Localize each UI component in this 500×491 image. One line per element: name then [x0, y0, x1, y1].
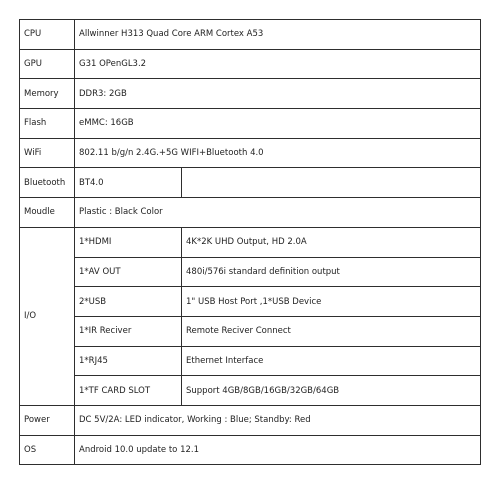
spec-row-bluetooth	[20, 168, 481, 198]
spec-table	[19, 19, 481, 465]
spec-row-io	[20, 346, 481, 376]
spec-row-power	[20, 405, 481, 435]
spec-label-flash: Flash	[20, 109, 75, 139]
spec-label-moudle: Moudle	[20, 198, 75, 228]
io-port: 1*TF CARD SLOT	[75, 376, 182, 406]
spec-row-io	[20, 316, 481, 346]
io-desc: 480i/576i standard definition output	[182, 257, 481, 287]
io-port: 2*USB	[75, 287, 182, 317]
spec-row-io	[20, 257, 481, 287]
spec-label-wifi: WiFi	[20, 138, 75, 168]
spec-label-bluetooth: Bluetooth	[20, 168, 75, 198]
spec-row-moudle	[20, 198, 481, 228]
spec-label-power: Power	[20, 405, 75, 435]
io-port: 1*HDMI	[75, 227, 182, 257]
spec-label-os: OS	[20, 435, 75, 465]
io-desc: 4K*2K UHD Output, HD 2.0A	[182, 227, 481, 257]
spec-value-gpu: G31 OPenGL3.2	[75, 49, 481, 79]
spec-label-io: I/O	[20, 227, 75, 405]
spec-row-memory	[20, 79, 481, 109]
spec-value-wifi: 802.11 b/g/n 2.4G.+5G WIFI+Bluetooth 4.0	[75, 138, 481, 168]
spec-value-power: DC 5V/2A: LED indicator, Working : Blue; Standby: Red	[75, 405, 481, 435]
io-desc: Remote Reciver Connect	[182, 316, 481, 346]
spec-row-gpu	[20, 49, 481, 79]
spec-value-flash: eMMC: 16GB	[75, 109, 481, 139]
io-desc: Support 4GB/8GB/16GB/32GB/64GB	[182, 376, 481, 406]
spec-value-moudle: Plastic : Black Color	[75, 198, 481, 228]
io-port: 1*IR Reciver	[75, 316, 182, 346]
spec-value-cpu: Allwinner H313 Quad Core ARM Cortex A53	[75, 20, 481, 50]
spec-empty-cell	[182, 168, 481, 198]
spec-row-os	[20, 435, 481, 465]
spec-value-memory: DDR3: 2GB	[75, 79, 481, 109]
spec-label-memory: Memory	[20, 79, 75, 109]
spec-value-bluetooth: BT4.0	[75, 168, 182, 198]
io-desc: 1" USB Host Port ,1*USB Device	[182, 287, 481, 317]
io-port: 1*AV OUT	[75, 257, 182, 287]
io-desc: Ethernet Interface	[182, 346, 481, 376]
spec-label-cpu: CPU	[20, 20, 75, 50]
spec-row-cpu	[20, 20, 481, 50]
spec-row-io	[20, 376, 481, 406]
spec-label-gpu: GPU	[20, 49, 75, 79]
spec-value-os: Android 10.0 update to 12.1	[75, 435, 481, 465]
io-port: 1*RJ45	[75, 346, 182, 376]
spec-row-flash	[20, 109, 481, 139]
spec-row-io	[20, 287, 481, 317]
spec-row-wifi	[20, 138, 481, 168]
spec-row-io	[20, 227, 481, 257]
